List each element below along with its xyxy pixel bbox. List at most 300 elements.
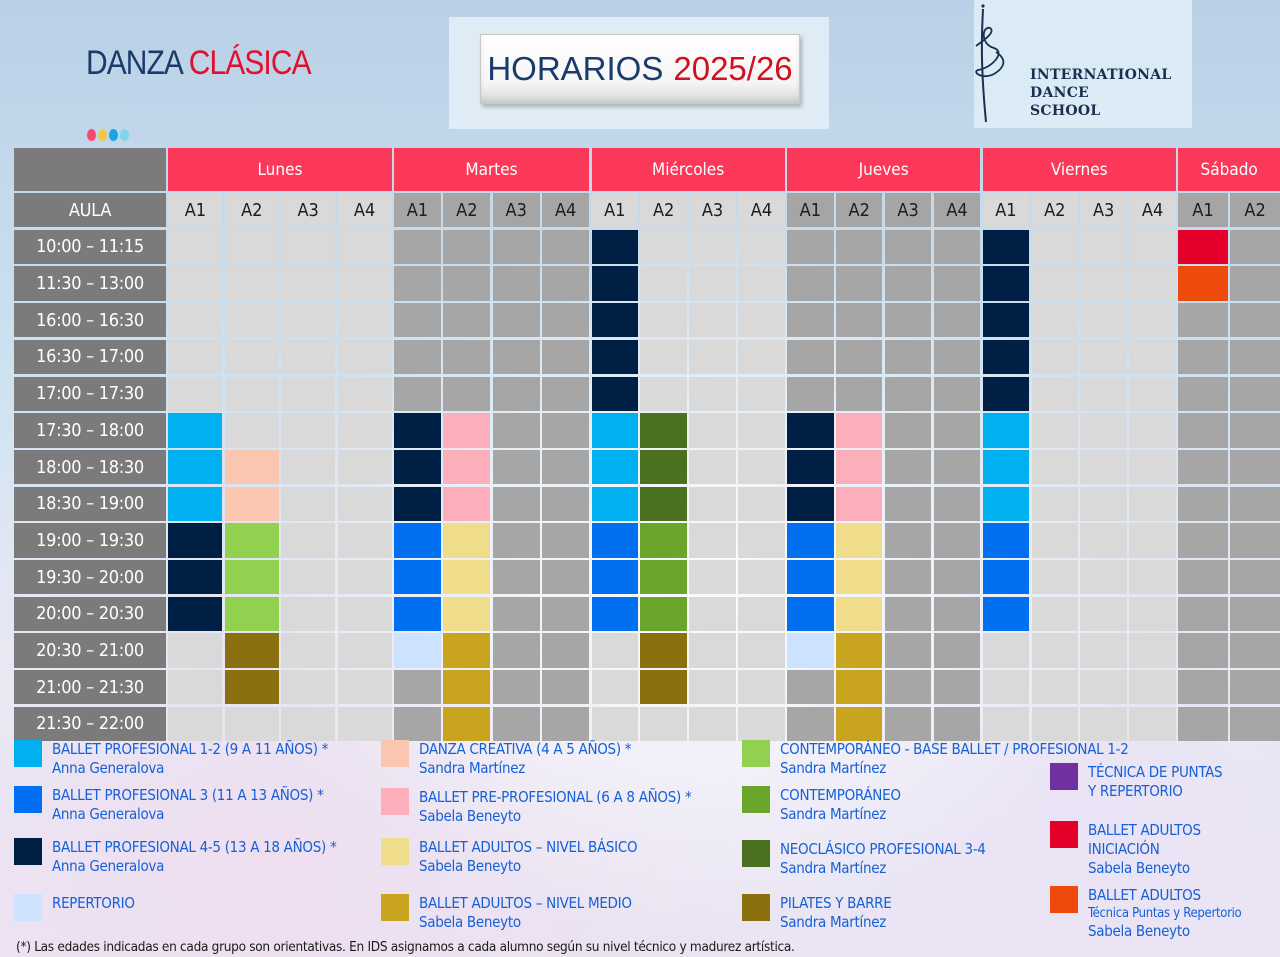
class-slot — [443, 523, 490, 557]
legend-text — [1088, 886, 1241, 941]
room-header: A3 — [493, 193, 540, 227]
empty-slot — [225, 340, 279, 374]
empty-slot — [1032, 597, 1079, 631]
empty-slot — [443, 230, 490, 264]
class-slot — [394, 450, 441, 484]
time-slot-label: 11:30 – 13:00 — [14, 266, 166, 300]
legend-teacher: Sabela Beneyto — [419, 913, 521, 931]
empty-slot — [934, 340, 981, 374]
empty-slot — [1230, 377, 1280, 411]
room-header: A3 — [689, 193, 736, 227]
empty-slot — [1178, 707, 1228, 741]
empty-slot — [338, 487, 392, 521]
class-slot — [1178, 266, 1228, 300]
day-header-martes: Martes — [394, 148, 589, 191]
class-slot — [983, 377, 1030, 411]
empty-slot — [1032, 377, 1079, 411]
empty-slot — [225, 707, 279, 741]
legend-title: BALLET ADULTOS — [1088, 886, 1201, 904]
empty-slot — [934, 450, 981, 484]
empty-slot — [281, 670, 335, 704]
empty-slot — [689, 230, 736, 264]
schedule-table — [14, 148, 1280, 741]
legend-title: PILATES Y BARRE — [780, 894, 892, 912]
empty-slot — [1129, 450, 1176, 484]
class-slot — [592, 560, 639, 594]
class-slot — [225, 560, 279, 594]
empty-slot — [542, 377, 589, 411]
legend-title: DANZA CREATIVA (4 A 5 AÑOS) * — [419, 740, 632, 758]
legend-text — [780, 894, 891, 932]
dot-2 — [98, 129, 107, 141]
color-swatch-icon — [381, 740, 409, 767]
empty-slot — [1230, 450, 1280, 484]
class-slot — [394, 523, 441, 557]
empty-slot — [493, 633, 540, 667]
empty-slot — [934, 707, 981, 741]
empty-slot — [934, 597, 981, 631]
legend-text — [1088, 763, 1222, 801]
legend-title-line2: INICIACIÓN — [1088, 840, 1160, 858]
empty-slot — [394, 377, 441, 411]
room-header: A2 — [836, 193, 883, 227]
legend-title-line2: Técnica Puntas y Repertorio — [1088, 906, 1242, 921]
empty-slot — [394, 230, 441, 264]
legend-item — [742, 840, 986, 878]
empty-slot — [1129, 303, 1176, 337]
empty-slot — [338, 707, 392, 741]
empty-slot — [1230, 340, 1280, 374]
empty-slot — [1129, 670, 1176, 704]
empty-slot — [836, 230, 883, 264]
room-header: A3 — [1080, 193, 1127, 227]
class-slot — [787, 523, 834, 557]
empty-slot — [1080, 523, 1127, 557]
legend-teacher: Sabela Beneyto — [1088, 922, 1190, 940]
empty-slot — [738, 633, 785, 667]
empty-slot — [1032, 633, 1079, 667]
empty-slot — [281, 413, 335, 447]
empty-slot — [934, 487, 981, 521]
empty-slot — [281, 377, 335, 411]
empty-slot — [983, 670, 1030, 704]
time-slot-label: 17:30 – 18:00 — [14, 413, 166, 447]
empty-slot — [1129, 340, 1176, 374]
empty-slot — [934, 230, 981, 264]
empty-slot — [1080, 230, 1127, 264]
empty-slot — [983, 707, 1030, 741]
empty-slot — [493, 597, 540, 631]
legend-text — [419, 838, 637, 876]
empty-slot — [592, 670, 639, 704]
empty-slot — [689, 560, 736, 594]
empty-slot — [338, 230, 392, 264]
legend-title: TÉCNICA DE PUNTAS — [1088, 763, 1223, 781]
legend-text — [419, 740, 631, 778]
class-slot — [168, 597, 222, 631]
empty-slot — [689, 303, 736, 337]
empty-slot — [493, 413, 540, 447]
class-slot — [983, 303, 1030, 337]
dot-3 — [109, 129, 118, 141]
time-slot-label: 19:30 – 20:00 — [14, 560, 166, 594]
empty-slot — [592, 707, 639, 741]
footnote: (*) Las edades indicadas en cada grupo son orientativas. En IDS asignamos a cada alumno según su nivel técnico y madurez artística. — [16, 939, 795, 955]
empty-slot — [225, 230, 279, 264]
class-slot — [836, 670, 883, 704]
empty-slot — [281, 523, 335, 557]
empty-slot — [443, 340, 490, 374]
dot-1 — [87, 129, 96, 141]
empty-slot — [787, 303, 834, 337]
empty-slot — [394, 303, 441, 337]
empty-slot — [738, 560, 785, 594]
color-swatch-icon — [1050, 763, 1078, 790]
empty-slot — [1230, 487, 1280, 521]
legend-title: BALLET ADULTOS – NIVEL MEDIO — [419, 894, 632, 912]
legend-teacher: Sandra Martínez — [780, 859, 887, 877]
color-swatch-icon — [381, 838, 409, 865]
legend-item — [381, 894, 632, 932]
empty-slot — [168, 707, 222, 741]
empty-slot — [338, 340, 392, 374]
empty-slot — [1129, 377, 1176, 411]
empty-slot — [394, 707, 441, 741]
legend-text — [419, 788, 691, 826]
empty-slot — [225, 377, 279, 411]
empty-slot — [934, 266, 981, 300]
class-slot — [640, 450, 687, 484]
time-slot-label: 19:00 – 19:30 — [14, 523, 166, 557]
class-slot — [168, 413, 222, 447]
empty-slot — [443, 303, 490, 337]
empty-slot — [1080, 597, 1127, 631]
empty-slot — [1129, 523, 1176, 557]
table-corner — [14, 148, 166, 191]
legend-title: CONTEMPORÁNEO - BASE BALLET / PROFESIONAL 1-2 — [780, 740, 1129, 758]
empty-slot — [836, 266, 883, 300]
color-swatch-icon — [1050, 886, 1078, 913]
room-header: A4 — [934, 193, 981, 227]
color-swatch-icon — [381, 894, 409, 921]
class-slot — [443, 560, 490, 594]
class-slot — [443, 707, 490, 741]
legend-item — [1050, 763, 1222, 801]
room-header: A2 — [443, 193, 490, 227]
empty-slot — [885, 450, 932, 484]
class-slot — [168, 450, 222, 484]
class-slot — [443, 633, 490, 667]
class-slot — [225, 633, 279, 667]
empty-slot — [493, 266, 540, 300]
empty-slot — [493, 377, 540, 411]
empty-slot — [1178, 633, 1228, 667]
class-slot — [592, 377, 639, 411]
empty-slot — [885, 523, 932, 557]
class-slot — [592, 450, 639, 484]
empty-slot — [934, 633, 981, 667]
empty-slot — [542, 450, 589, 484]
legend-item — [14, 786, 324, 824]
schedule-title — [480, 34, 800, 104]
empty-slot — [1230, 413, 1280, 447]
empty-slot — [1230, 670, 1280, 704]
legend-text — [52, 894, 135, 921]
class-slot — [983, 413, 1030, 447]
empty-slot — [738, 377, 785, 411]
legend-text — [419, 894, 632, 932]
class-slot — [168, 487, 222, 521]
empty-slot — [1230, 597, 1280, 631]
day-header-miércoles: Miércoles — [592, 148, 785, 191]
empty-slot — [1080, 707, 1127, 741]
empty-slot — [1230, 523, 1280, 557]
class-slot — [983, 450, 1030, 484]
empty-slot — [836, 303, 883, 337]
class-slot — [983, 597, 1030, 631]
class-slot — [592, 597, 639, 631]
empty-slot — [338, 450, 392, 484]
empty-slot — [1080, 266, 1127, 300]
empty-slot — [934, 523, 981, 557]
class-slot — [836, 707, 883, 741]
empty-slot — [1080, 377, 1127, 411]
empty-slot — [443, 377, 490, 411]
empty-slot — [983, 633, 1030, 667]
empty-slot — [787, 670, 834, 704]
empty-slot — [1129, 597, 1176, 631]
legend-text — [780, 840, 986, 878]
empty-slot — [281, 230, 335, 264]
empty-slot — [738, 230, 785, 264]
color-swatch-icon — [742, 786, 770, 813]
empty-slot — [1230, 266, 1280, 300]
legend-item — [742, 894, 891, 932]
empty-slot — [1080, 413, 1127, 447]
empty-slot — [640, 340, 687, 374]
empty-slot — [885, 633, 932, 667]
legend-item — [381, 788, 691, 826]
day-header-lunes: Lunes — [168, 148, 391, 191]
empty-slot — [885, 303, 932, 337]
room-header: A2 — [1032, 193, 1079, 227]
room-header: A1 — [168, 193, 222, 227]
class-slot — [592, 523, 639, 557]
legend-teacher: Anna Generalova — [52, 805, 165, 823]
empty-slot — [1178, 487, 1228, 521]
empty-slot — [738, 670, 785, 704]
empty-slot — [394, 670, 441, 704]
empty-slot — [689, 266, 736, 300]
empty-slot — [281, 560, 335, 594]
empty-slot — [1230, 560, 1280, 594]
empty-slot — [1080, 633, 1127, 667]
empty-slot — [225, 303, 279, 337]
empty-slot — [738, 303, 785, 337]
empty-slot — [338, 413, 392, 447]
class-slot — [1178, 230, 1228, 264]
legend-item — [381, 740, 631, 778]
empty-slot — [542, 707, 589, 741]
empty-slot — [738, 413, 785, 447]
empty-slot — [493, 707, 540, 741]
empty-slot — [168, 670, 222, 704]
empty-slot — [493, 560, 540, 594]
room-header: A4 — [338, 193, 392, 227]
empty-slot — [1080, 340, 1127, 374]
room-header: A2 — [225, 193, 279, 227]
class-slot — [443, 487, 490, 521]
class-slot — [168, 523, 222, 557]
empty-slot — [689, 633, 736, 667]
empty-slot — [281, 450, 335, 484]
class-slot — [787, 597, 834, 631]
class-slot — [640, 487, 687, 521]
title-accent: CLÁSICA — [188, 44, 311, 82]
empty-slot — [1129, 266, 1176, 300]
empty-slot — [689, 450, 736, 484]
empty-slot — [338, 266, 392, 300]
empty-slot — [394, 340, 441, 374]
class-slot — [225, 597, 279, 631]
class-slot — [443, 450, 490, 484]
empty-slot — [1178, 560, 1228, 594]
legend-teacher: Anna Generalova — [52, 759, 165, 777]
empty-slot — [787, 707, 834, 741]
empty-slot — [493, 523, 540, 557]
empty-slot — [885, 670, 932, 704]
class-slot — [640, 633, 687, 667]
class-slot — [983, 340, 1030, 374]
empty-slot — [443, 266, 490, 300]
empty-slot — [1178, 597, 1228, 631]
class-slot — [787, 450, 834, 484]
empty-slot — [1032, 707, 1079, 741]
day-header-viernes: Viernes — [983, 148, 1176, 191]
class-slot — [836, 450, 883, 484]
empty-slot — [885, 377, 932, 411]
empty-slot — [1230, 707, 1280, 741]
legend-title: BALLET ADULTOS – NIVEL BÁSICO — [419, 838, 638, 856]
time-slot-label: 16:00 – 16:30 — [14, 303, 166, 337]
schedule-year: 2025/26 — [673, 50, 793, 87]
legend-title: CONTEMPORÁNEO — [780, 786, 901, 804]
class-slot — [836, 560, 883, 594]
time-slot-label: 20:30 – 21:00 — [14, 633, 166, 667]
empty-slot — [542, 340, 589, 374]
empty-slot — [168, 633, 222, 667]
page-title — [86, 44, 311, 83]
class-slot — [640, 560, 687, 594]
class-slot — [592, 303, 639, 337]
legend-teacher: Anna Generalova — [52, 857, 165, 875]
empty-slot — [281, 487, 335, 521]
legend-title: BALLET PROFESIONAL 1-2 (9 A 11 AÑOS) * — [52, 740, 329, 758]
class-slot — [443, 413, 490, 447]
empty-slot — [836, 377, 883, 411]
class-slot — [225, 487, 279, 521]
legend-item — [14, 740, 328, 778]
empty-slot — [1080, 487, 1127, 521]
day-header-sábado: Sábado — [1178, 148, 1280, 191]
empty-slot — [934, 377, 981, 411]
empty-slot — [1178, 450, 1228, 484]
empty-slot — [1178, 523, 1228, 557]
empty-slot — [738, 340, 785, 374]
empty-slot — [1129, 633, 1176, 667]
empty-slot — [338, 633, 392, 667]
empty-slot — [281, 266, 335, 300]
empty-slot — [592, 633, 639, 667]
class-slot — [836, 523, 883, 557]
color-swatch-icon — [14, 786, 42, 813]
empty-slot — [1032, 303, 1079, 337]
empty-slot — [885, 707, 932, 741]
empty-slot — [493, 303, 540, 337]
class-slot — [836, 633, 883, 667]
class-slot — [443, 597, 490, 631]
empty-slot — [542, 487, 589, 521]
class-slot — [394, 633, 441, 667]
empty-slot — [542, 633, 589, 667]
class-slot — [592, 230, 639, 264]
empty-slot — [394, 266, 441, 300]
empty-slot — [1178, 377, 1228, 411]
empty-slot — [493, 340, 540, 374]
legend-teacher: Sandra Martínez — [780, 913, 887, 931]
empty-slot — [1032, 560, 1079, 594]
class-slot — [592, 266, 639, 300]
empty-slot — [640, 377, 687, 411]
legend-title: REPERTORIO — [52, 894, 135, 912]
color-swatch-icon — [742, 840, 770, 867]
legend-item — [14, 894, 135, 921]
room-header: A3 — [281, 193, 335, 227]
empty-slot — [493, 670, 540, 704]
empty-slot — [738, 266, 785, 300]
color-swatch-icon — [742, 740, 770, 767]
empty-slot — [542, 670, 589, 704]
time-slot-label: 16:30 – 17:00 — [14, 340, 166, 374]
logo-text: INTERNATIONAL DANCE SCHOOL — [1030, 67, 1172, 119]
class-slot — [787, 633, 834, 667]
empty-slot — [542, 413, 589, 447]
empty-slot — [1129, 560, 1176, 594]
empty-slot — [1032, 230, 1079, 264]
empty-slot — [934, 560, 981, 594]
empty-slot — [168, 230, 222, 264]
empty-slot — [281, 707, 335, 741]
class-slot — [394, 560, 441, 594]
empty-slot — [885, 340, 932, 374]
empty-slot — [542, 560, 589, 594]
class-slot — [787, 560, 834, 594]
color-swatch-icon — [742, 894, 770, 921]
class-slot — [592, 487, 639, 521]
class-slot — [592, 413, 639, 447]
class-slot — [983, 523, 1030, 557]
class-slot — [394, 597, 441, 631]
room-header: A2 — [1230, 193, 1280, 227]
class-slot — [836, 597, 883, 631]
empty-slot — [1178, 670, 1228, 704]
legend-item — [1050, 886, 1241, 941]
legend-title: NEOCLÁSICO PROFESIONAL 3-4 — [780, 840, 986, 858]
aula-header: AULA — [14, 193, 166, 227]
empty-slot — [168, 340, 222, 374]
empty-slot — [640, 707, 687, 741]
legend-teacher: Sandra Martínez — [780, 759, 887, 777]
